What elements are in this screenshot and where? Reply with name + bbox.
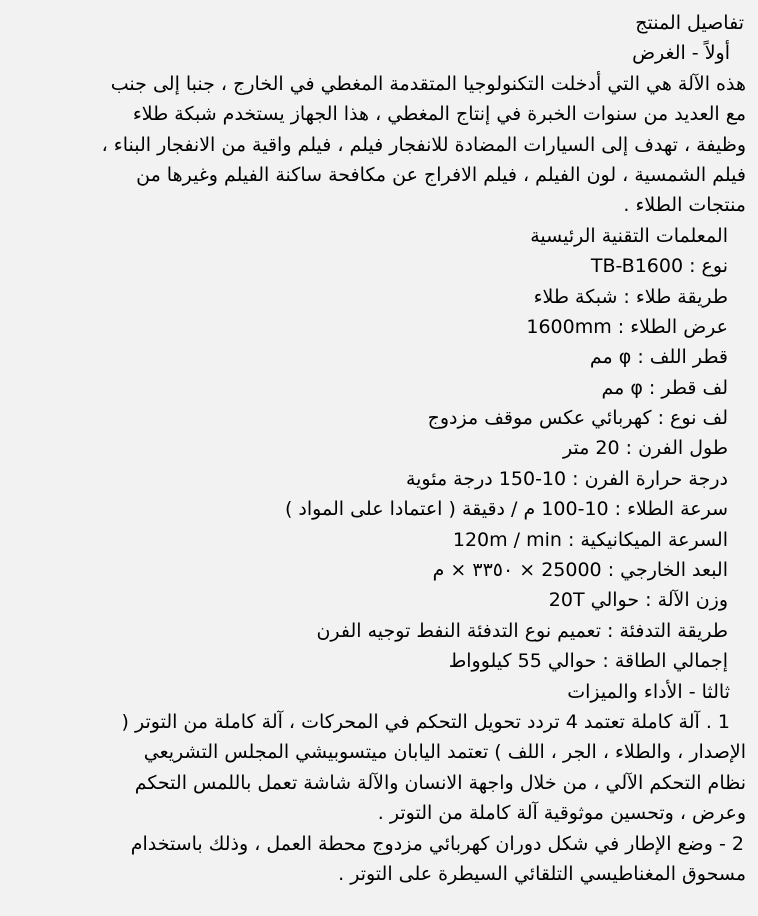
feature-line-2: الإصدار ، والطلاء ، الجر ، اللف ) تعتمد اليابان ميتسوبيشي المجلس التشريعي xyxy=(143,741,746,764)
purpose-line-2: مع العديد من سنوات الخبرة في إنتاج المغطي ، هذا الجهاز يستخدم شبكة طلاء xyxy=(132,103,746,126)
spec-machine-weight: وزن الآلة : حوالي 20T xyxy=(548,589,728,612)
spec-outer-dimensions: البعد الخارجي : 25000 × ٣٣٥٠ × م xyxy=(432,559,728,582)
feature-line-1: 1 . آلة كاملة تعتمد 4 تردد تحويل التحكم في المحركات ، آلة كاملة من التوتر ( xyxy=(121,710,730,733)
spec-oven-length: طول الفرن : 20 متر xyxy=(562,437,728,460)
spec-coating-width: عرض الطلاء : 1600mm xyxy=(526,315,728,338)
spec-rewind-diameter: لف قطر : φ مم xyxy=(601,376,728,399)
spec-total-power: إجمالي الطاقة : حوالي 55 كيلوواط xyxy=(448,650,728,673)
feature-line-3: نظام التحكم الآلي ، من خلال واجهة الانسان والآلة شاشة تعمل باللمس التحكم xyxy=(134,771,746,794)
feature-line-6: مسحوق المغناطيسي التلقائي السيطرة على التوتر . xyxy=(338,862,746,885)
spec-unwind-diameter: قطر اللف : φ مم xyxy=(589,346,728,369)
feature-line-5: 2 - وضع الإطار في شكل دوران كهربائي مزدوج محطة العمل ، وذلك باستخدام xyxy=(130,832,744,855)
section-specs-heading: المعلمات التقنية الرئيسية xyxy=(530,224,728,247)
purpose-line-5: منتجات الطلاء . xyxy=(623,194,746,217)
feature-line-4: وعرض ، وتحسين موثوقية آلة كاملة من التوتر . xyxy=(377,802,746,825)
purpose-line-3: وظيفة ، تهدف إلى السيارات المضادة للانفجار فيلم ، فيلم واقية من الانفجار البناء ، xyxy=(101,133,746,156)
spec-heating-method: طريقة التدفئة : تعميم نوع التدفئة النفط توجيه الفرن xyxy=(316,619,728,642)
spec-coating-method: طريقة طلاء : شبكة طلاء xyxy=(533,285,728,308)
page-title: تفاصيل المنتج xyxy=(635,12,744,34)
spec-type: نوع : TB-B1600 xyxy=(590,255,728,278)
spec-coating-speed: سرعة الطلاء : 10-100 م / دقيقة ( اعتمادا على المواد ) xyxy=(284,498,728,521)
section-purpose-heading: أولاً - الغرض xyxy=(632,42,730,65)
section-features-heading: ثالثا - الأداء والميزات xyxy=(567,680,730,703)
purpose-line-4: فيلم الشمسية ، لون الفيلم ، فيلم الافراج عن مكافحة ساكنة الفيلم وغيرها من xyxy=(136,163,746,186)
purpose-line-1: هذه الآلة هي التي أدخلت التكنولوجيا المتقدمة المغطي في الخارج ، جنبا إلى جنب xyxy=(110,72,746,95)
spec-rewind-type: لف نوع : كهربائي عكس موقف مزدوج xyxy=(427,407,728,430)
spec-oven-temperature: درجة حرارة الفرن : 10-150 درجة مئوية xyxy=(405,467,728,490)
spec-mechanical-speed: السرعة الميكانيكية : 120m / min xyxy=(452,528,728,551)
